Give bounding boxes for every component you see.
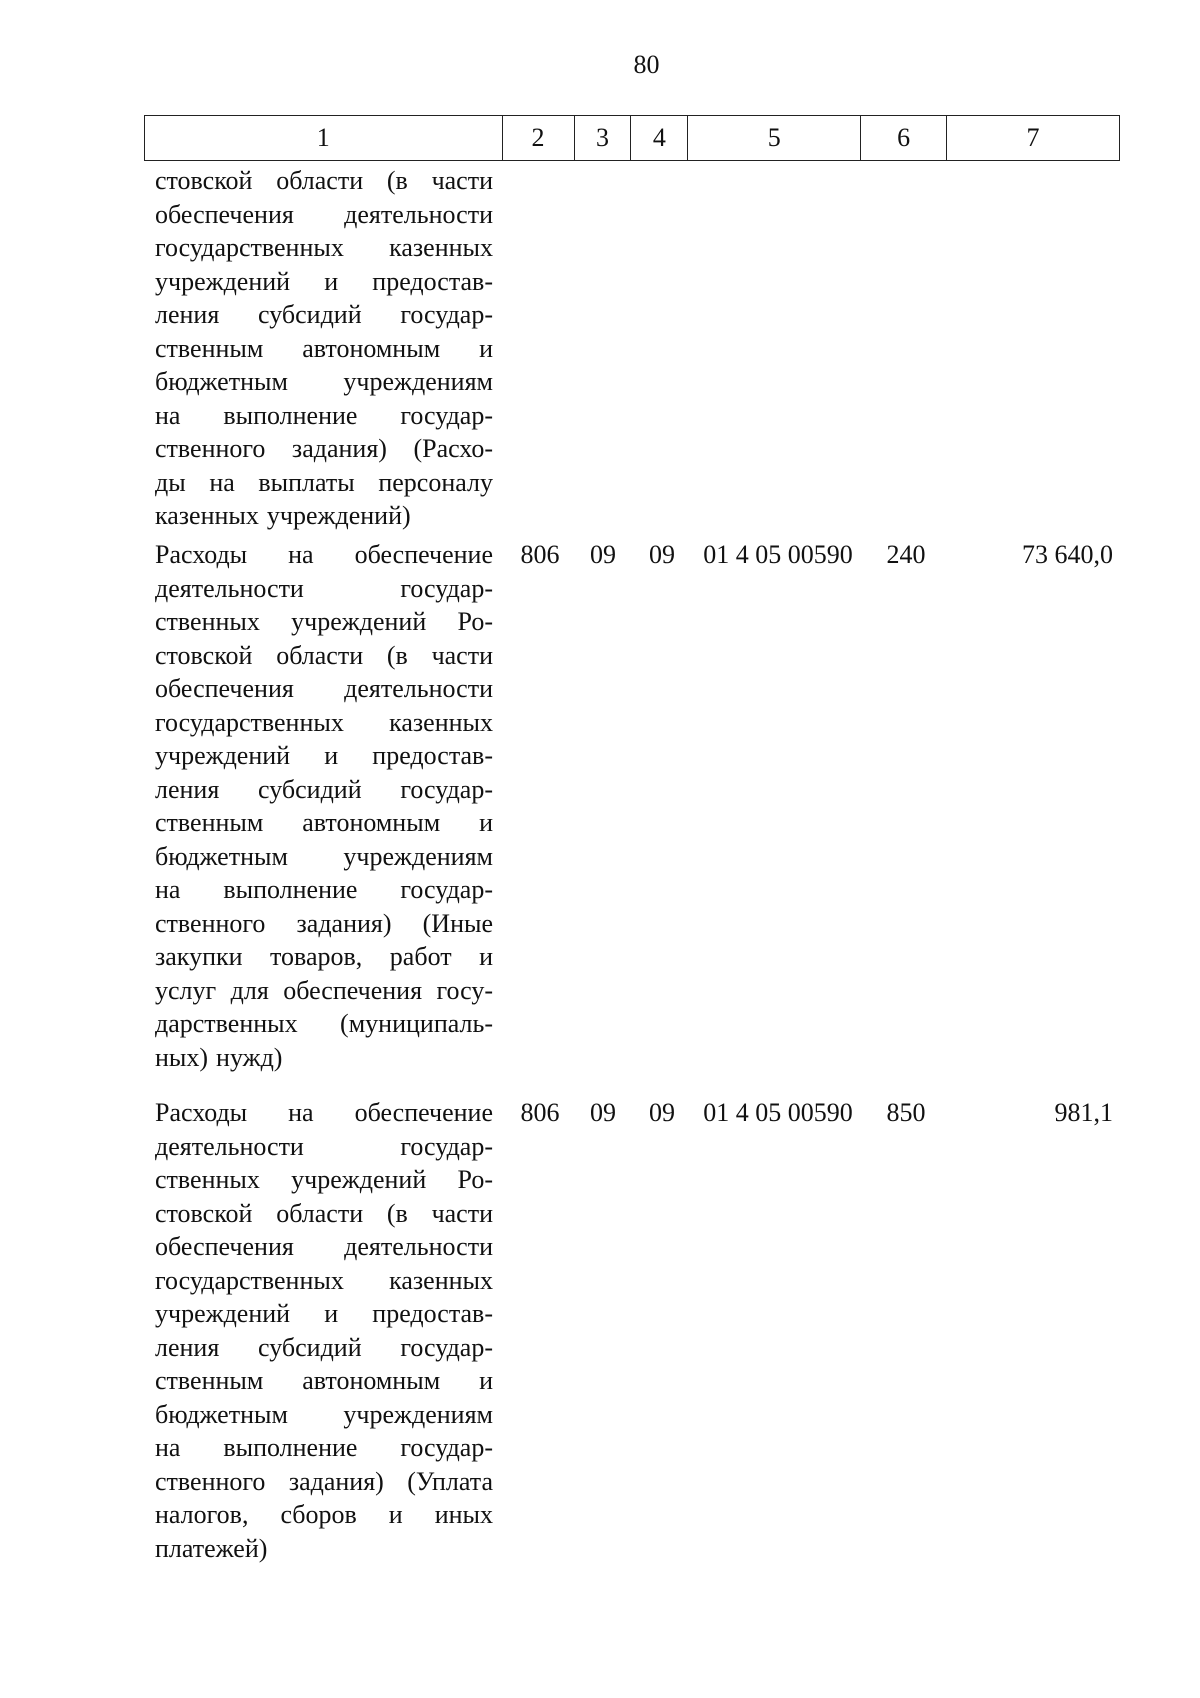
cell-c3: 09 [590, 540, 616, 569]
row-description [155, 1096, 493, 1565]
cell-c4: 09 [649, 1098, 675, 1127]
description-line: государственных казенных [155, 707, 493, 737]
page-number: 80 [633, 50, 660, 79]
description-line: государственных казенных [155, 233, 493, 262]
description-line: на выполнение государ- [155, 1433, 493, 1462]
cell-c5: 01 4 05 00590 [703, 1098, 853, 1127]
description-line: деятельности государ- [155, 573, 493, 603]
description-line: обеспечения деятельности [155, 1232, 493, 1261]
header-col-5: 5 [688, 116, 861, 161]
description-line: ственным автономным и [155, 333, 493, 363]
header-col-3: 3 [574, 116, 631, 161]
description-line: стовской области (в части [155, 640, 493, 670]
header-col-7: 7 [947, 116, 1120, 161]
description-line: обеспечения деятельности [155, 199, 493, 229]
description-line: ления субсидий государ- [155, 300, 493, 329]
cell-c2: 806 [520, 1098, 560, 1127]
description-line: ных) нужд) [155, 1042, 283, 1072]
description-line: ственного задания) (Уплата [155, 1466, 493, 1496]
description-line: закупки товаров, работ и [155, 942, 493, 971]
description-line: на выполнение государ- [155, 875, 493, 904]
description-line: ственных учреждений Ро- [155, 1165, 493, 1194]
description-line: учреждений и предостав- [155, 741, 493, 770]
header-col-6: 6 [861, 116, 947, 161]
description-line: ственным автономным и [155, 1366, 493, 1395]
description-line: ственным автономным и [155, 808, 493, 837]
table-header [144, 115, 1120, 161]
description-line: Расходы на обеспечение [155, 1098, 493, 1127]
description-line: учреждений и предостав- [155, 266, 493, 296]
description-line: налогов, сборов и иных [155, 1500, 493, 1529]
description-line: ды на выплаты персоналу [155, 467, 493, 497]
description-line: учреждений и предостав- [155, 1299, 493, 1328]
description-line: бюджетным учреждениям [155, 367, 493, 396]
description-line: дарственных (муниципаль- [155, 1009, 493, 1038]
description-line: на выполнение государ- [155, 400, 493, 430]
cell-c5: 01 4 05 00590 [703, 540, 853, 569]
description-line: ственного задания) (Иные [155, 908, 493, 938]
description-line: ления субсидий государ- [155, 774, 493, 804]
description-line: бюджетным учреждениям [155, 1399, 493, 1429]
cell-c7: 73 640,0 [1022, 540, 1113, 569]
description-line: обеспечения деятельности [155, 674, 493, 703]
cell-c6: 240 [886, 540, 926, 569]
cell-c7: 981,1 [1054, 1098, 1113, 1127]
cell-c4: 09 [649, 540, 675, 569]
description-line: деятельности государ- [155, 1131, 493, 1161]
row-description [155, 538, 493, 1074]
cell-c6: 850 [886, 1098, 926, 1127]
row-description [155, 164, 493, 533]
cell-c3: 09 [590, 1098, 616, 1127]
description-line: Расходы на обеспечение [155, 540, 493, 569]
description-line: государственных казенных [155, 1265, 493, 1295]
description-line: ственного задания) (Расхо- [155, 434, 493, 463]
description-line: платежей) [155, 1533, 268, 1563]
description-line: стовской области (в части [155, 1198, 493, 1228]
cell-c2: 806 [520, 540, 560, 569]
description-line: услуг для обеспечения госу- [155, 975, 493, 1005]
description-line: ственных учреждений Ро- [155, 607, 493, 636]
header-col-1: 1 [145, 116, 503, 161]
description-line: стовской области (в части [155, 166, 493, 195]
description-line: казенных учреждений) [155, 501, 411, 530]
header-col-4: 4 [631, 116, 688, 161]
description-line: бюджетным учреждениям [155, 841, 493, 871]
description-line: ления субсидий государ- [155, 1332, 493, 1362]
header-col-2: 2 [502, 116, 574, 161]
